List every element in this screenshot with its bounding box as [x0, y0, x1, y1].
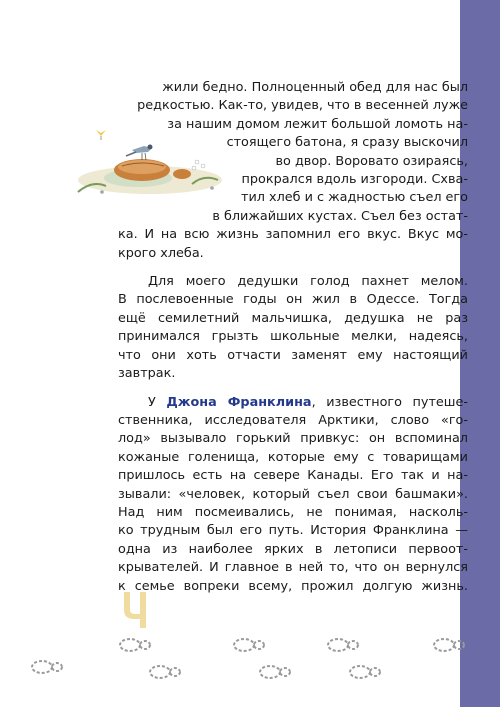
- footprint-icon: [432, 633, 466, 657]
- text-line: редкостью. Как-то, увидев, что в весенней луже: [137, 98, 468, 114]
- text-line: [118, 394, 468, 412]
- text-line: кожаные голенища, которые ему с товарищами: [118, 449, 468, 465]
- text-line: В послевоенные годы он жил в Одессе. Тогда: [118, 292, 468, 308]
- paragraph: [118, 79, 468, 263]
- text-line: крого хлеба.: [118, 245, 204, 261]
- text-line: что они хоть отчасти заменят ему настоящий: [118, 347, 468, 363]
- text-line: Для моего дедушки голод пахнет мелом.: [148, 274, 468, 290]
- paragraph: [118, 394, 468, 596]
- text-line: ственника, исследователя Арктики, слово «го-: [118, 412, 468, 428]
- footprint-icon: [118, 633, 152, 657]
- footprint-icon: [30, 655, 64, 679]
- text-fragment: У: [148, 394, 167, 410]
- decorative-letter-che: [118, 588, 154, 630]
- text-line: лод» вызывало горький привкус: он вспоминал: [118, 431, 468, 447]
- text-fragment: , известного путеше-: [311, 394, 469, 410]
- text-line: в ближайших кустах. Съел без остат-: [212, 208, 468, 224]
- footprint-icon: [148, 660, 182, 684]
- text-line: за нашим домом лежит большой ломоть на-: [167, 116, 468, 132]
- text-line: прокрался вдоль изгороди. Схва-: [241, 172, 468, 188]
- text-line: пришлось есть на севере Канады. Его так и на-: [118, 468, 468, 484]
- text-line: Над ним посмеивались, не понимая, насколь-: [118, 504, 468, 520]
- footprint-icon: [258, 660, 292, 684]
- text-line: стоящего батона, я сразу выскочил: [226, 135, 468, 151]
- text-line: ещё семилетний мальчишка, дедушка не раз: [118, 310, 468, 326]
- footprint-icon: [232, 633, 266, 657]
- highlighted-name: Джона Франклина: [166, 394, 312, 410]
- text-line: завтрак.: [118, 366, 176, 382]
- text-line: к семье вопреки всему, прожил долгую жизнь.: [118, 578, 468, 594]
- text-line: жили бедно. Полноценный обед для нас был: [162, 80, 468, 95]
- text-line: тил хлеб и с жадностью съел его: [240, 190, 468, 206]
- footprint-icon: [326, 633, 360, 657]
- footprint-icon: [348, 660, 382, 684]
- text-line: крывателей. И главное в ней то, что он вернулся: [118, 560, 468, 576]
- text-line: во двор. Воровато озираясь,: [275, 153, 468, 169]
- text-line: одна из наиболее ярких в летописи первоот-: [118, 541, 468, 557]
- text-line: принимался грызть школьные мелки, надеясь,: [118, 329, 468, 345]
- text-line: ка. И на всю жизнь запомнил его вкус. Вкус мо-: [118, 227, 468, 243]
- paragraph: [118, 273, 468, 383]
- text-line: зывали: «человек, который съел свои башмаки».: [118, 486, 468, 502]
- text-line: ко трудным был его путь. История Франклина —: [118, 523, 468, 539]
- body-text: [118, 79, 468, 606]
